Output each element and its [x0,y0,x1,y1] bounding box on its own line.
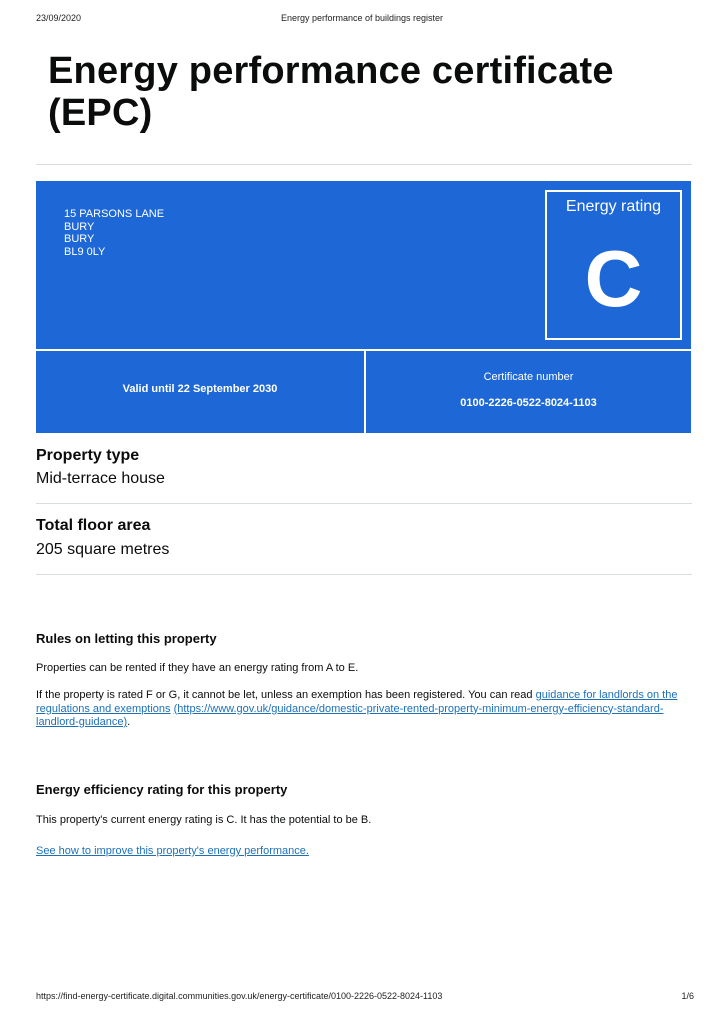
valid-until: Valid until 22 September 2030 [122,383,278,395]
energy-rating-letter: C [584,234,643,323]
letting-rules-heading: Rules on letting this property [36,631,217,646]
certificate-number: 0100-2226-0522-8024-1103 [460,397,597,409]
property-type-value: Mid-terrace house [36,470,165,487]
page-title: Energy performance certificate (EPC) [48,50,614,134]
address-line: BL9 0LY [64,245,106,258]
letting-exemptions-paragraph [36,689,696,730]
address-line: BURY [64,233,95,245]
print-date: 23/09/2020 [36,13,82,23]
divider [36,164,692,165]
property-type-heading: Property type [36,447,140,464]
address-line: BURY [64,220,95,233]
paragraph-text: If the property is rated F or G, it cannot be let, unless an exemption has been registered. You can read [36,689,536,701]
divider [36,574,692,575]
epc-summary-panel [36,181,691,433]
energy-rating-box [545,190,682,340]
property-address [64,208,164,258]
print-header-title: Energy performance of buildings register [280,13,444,23]
landlord-guidance-url[interactable]: (https://www.gov.uk/guidance/domestic-private-rented-property-minimum-energy-efficiency-standard-landlord-guidance) [36,702,664,728]
landlord-guidance-link[interactable]: guidance for landlords on the regulations and exemptions [36,689,678,715]
certificate-number-label: Certificate number [483,371,574,383]
energy-rating-label: Energy rating [565,198,662,215]
efficiency-paragraph: This property's current energy rating is C. It has the potential to be B. [36,814,372,826]
print-page-number: 1/6 [681,991,694,1001]
panel-divider-vertical [364,351,366,433]
letting-rules-paragraph: Properties can be rented if they have an energy rating from A to E. [36,662,359,674]
print-footer-url: https://find-energy-certificate.digital.communities.gov.uk/energy-certificate/0100-2226-0522-8024-1103 [36,991,443,1001]
divider [36,503,692,504]
paragraph-text: . [127,716,131,728]
efficiency-heading: Energy efficiency rating for this property [36,782,288,797]
floor-area-value: 205 square metres [36,541,170,558]
improve-performance-link[interactable]: See how to improve this property's energy performance. [36,845,309,857]
floor-area-heading: Total floor area [36,517,151,534]
address-line: 15 PARSONS LANE [64,208,165,220]
